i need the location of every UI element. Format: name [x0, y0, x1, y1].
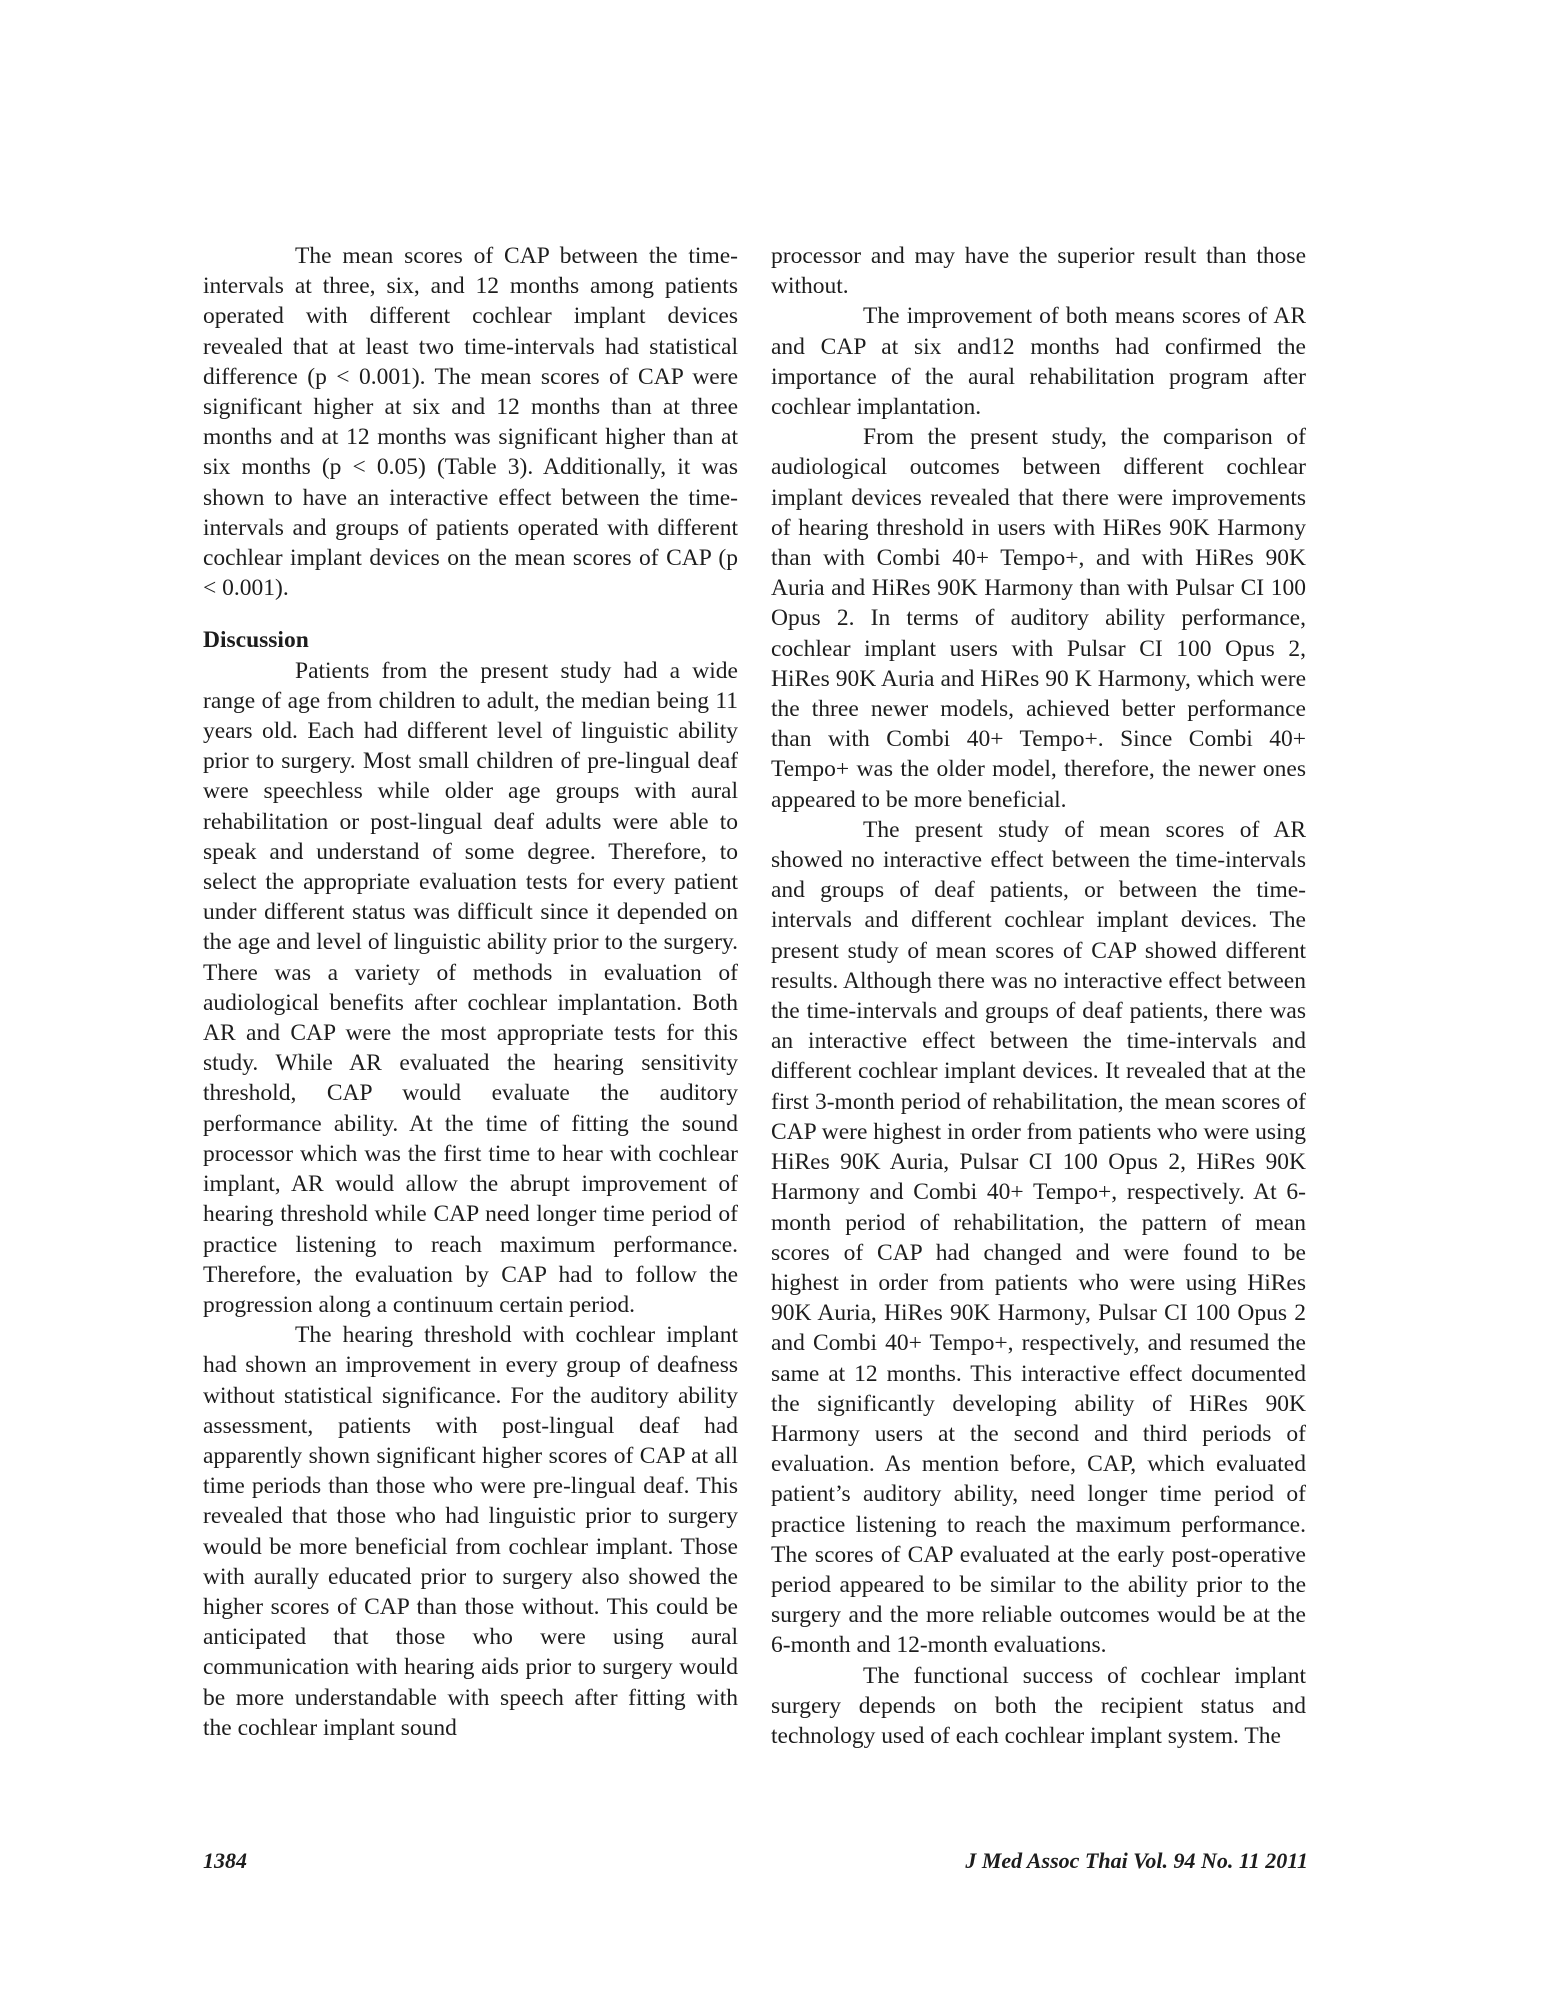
paragraph-continued: processor and may have the superior result than those without. [771, 243, 1306, 300]
paragraph-device-comparison: From the present study, the comparison of audiological outcomes between different cochlear implant devices revealed that there were improvements of hearing threshold in users with HiRes 90K Harmony than with Combi 40+ Tempo+, and with HiRes 90K Auria and HiRes 90K Harmony than with Pulsar CI 100 Opus 2. In terms of auditory ability performance, cochlear implant users with Pulsar CI 100 Opus 2, HiRes 90K Auria and HiRes 90 K Harmony, which were the three newer models, achieved better performance than with Combi 40+ Tempo+. Since Combi 40+ Tempo+ was the older model, therefore, the newer ones appeared to be more beneficial. [771, 424, 1306, 813]
paragraph-functional-success: The functional success of cochlear implant surgery depends on both the recipient status and technology used of each cochlear implant system. The [771, 1662, 1306, 1749]
paragraph-cap-results: The mean scores of CAP between the time-intervals at three, six, and 12 months among patients operated with different cochlear implant devices revealed that at least two time-intervals had statistical difference (p < 0.001). The mean scores of CAP were significant higher at six and 12 months than at three months and at 12 months was significant higher than at six months (p < 0.05) (Table 3). Additionally, it was shown to have an interactive effect between the time-intervals and groups of patients operated with different cochlear implant devices on the mean scores of CAP (p < 0.001). [203, 243, 738, 602]
paragraph-hearing-threshold: The hearing threshold with cochlear implant had shown an improvement in every group of deafness without statistical significance. For the auditory ability assessment, patients with post-lingual deaf had apparently shown significant higher scores of CAP at all time periods than those who were pre-lingual deaf. This revealed that those who had linguistic prior to surgery would be more beneficial from cochlear implant. Those with aurally educated prior to surgery also showed the higher scores of CAP than those without. This could be anticipated that those who were using aural communication with hearing aids prior to surgery would be more understandable with speech after fitting with the cochlear implant sound [203, 1322, 738, 1741]
left-column [203, 241, 738, 1743]
paragraph-interactive-effect: The present study of mean scores of AR showed no interactive effect between the time-intervals and groups of deaf patients, or between the time-intervals and different cochlear implant devices. The present study of mean scores of CAP showed different results. Although there was no interactive effect between the time-intervals and groups of deaf patients, there was an interactive effect between the time-intervals and different cochlear implant devices. It revealed that at the first 3-month period of rehabilitation, the mean scores of CAP were highest in order from patients who were using HiRes 90K Auria, Pulsar CI 100 Opus 2, HiRes 90K Harmony and Combi 40+ Tempo+, respectively. At 6-month period of rehabilitation, the pattern of mean scores of CAP had changed and were found to be highest in order from patients who were using HiRes 90K Auria, HiRes 90K Harmony, Pulsar CI 100 Opus 2 and Combi 40+ Tempo+, respectively, and resumed the same at 12 months. This interactive effect documented the significantly developing ability of HiRes 90K Harmony users at the second and third periods of evaluation. As mention before, CAP, which evaluated patient’s auditory ability, need longer time period of practice listening to reach the maximum performance. The scores of CAP evaluated at the early post-operative period appeared to be similar to the ability prior to the surgery and the more reliable outcomes would be at the 6-month and 12-month evaluations. [771, 816, 1306, 1659]
journal-citation: J Med Assoc Thai Vol. 94 No. 11 2011 [965, 1848, 1308, 1873]
paragraph-improvement: The improvement of both means scores of AR and CAP at six and12 months had confirmed the importance of the aural rehabilitation program after cochlear implantation. [771, 303, 1306, 421]
paragraph-discussion-patients: Patients from the present study had a wide range of age from children to adult, the median being 11 years old. Each had different level of linguistic ability prior to surgery. Most small children of pre-lingual deaf were speechless while older age groups with aural rehabilitation or post-lingual deaf adults were able to speak and understand of some degree. Therefore, to select the appropriate evaluation tests for every patient under different status was difficult since it depended on the age and level of linguistic ability prior to the surgery. There was a variety of methods in evaluation of audiological benefits after cochlear implantation. Both AR and CAP were the most appropriate tests for this study. While AR evaluated the hearing sensitivity threshold, CAP would evaluate the auditory performance ability. At the time of fitting the sound processor which was the first time to hear with cochlear implant, AR would allow the abrupt improvement of hearing threshold while CAP need longer time period of practice listening to reach maximum performance. Therefore, the evaluation by CAP had to follow the progression along a continuum certain period. [203, 657, 738, 1318]
right-column [771, 241, 1306, 1751]
section-heading-discussion: Discussion [203, 627, 309, 654]
page-number: 1384 [203, 1848, 247, 1873]
